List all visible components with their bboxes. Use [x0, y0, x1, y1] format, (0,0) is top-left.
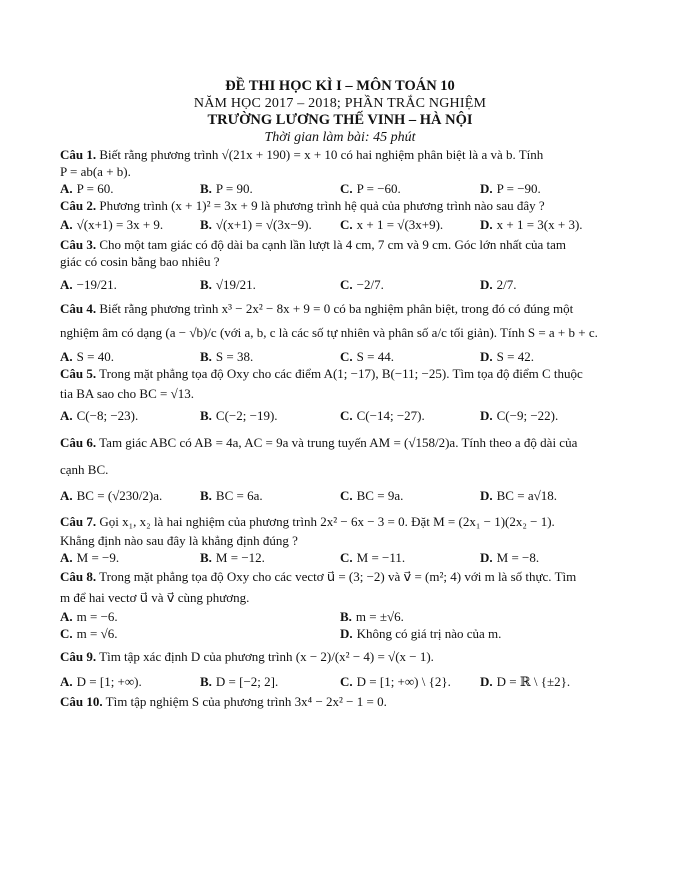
option[interactable]: D. BC = a√18. — [480, 488, 557, 503]
question-6: Câu 6. Tam giác ABC có AB = 4a, AC = 9a và trung tuyến AM = (√158/2)a. Tính theo a độ dài của — [60, 435, 578, 450]
option[interactable]: C. P = −60. — [340, 181, 401, 196]
question-3: Câu 3. Cho một tam giác có độ dài ba cạnh lần lượt là 4 cm, 7 cm và 9 cm. Góc lớn nhất của tam — [60, 237, 567, 252]
question-2: Câu 2. Phương trình (x + 1)² = 3x + 9 là phương trình hệ quả của phương trình nào sau đây ? — [60, 198, 545, 213]
exam-page: ĐỀ THI HỌC KÌ I – MÔN TOÁN 10 NĂM HỌC 2017 – 2018; PHẦN TRẮC NGHIỆM TRƯỜNG LƯƠNG THẾ VINH – HÀ NỘI Thời gian làm bài: 45 phút Câu 1. Biết rằng phương trình √(21x + 190) = x + 10 có hai nghiệm phân biệt là a và b. Tính P = ab(a + b). A. P = 60. B. P = 90. C. P = −60. D. P = −90. Câu 2. Phương trình (x + 1)² = 3x + 9 là phương trình hệ quả của phương trình nào sau đây ? A. √(x+1) = 3x + 9. B. √(x+1) = √(3x−9). C. x + 1 = √(3x+9). D. x + 1 = 3(x + 3). Câu 3. Cho một tam giác có độ dài ba cạnh lần lượt là 4 cm, 7 cm và 9 cm. Góc lớn nhất của tam giác có cosin bằng bao nhiêu ? A. −19/21. B. √19/21. C. −2/7. D. 2/7. Câu 4. Biết rằng phương trình x³ − 2x² − 8x + 9 = 0 có ba nghiệm phân biệt, trong đó có đúng một nghiệm âm có dạng (a − √b)/c (với a, b, c là các số tự nhiên và phân số a/c tối giản). Tính S = a + b + c. A. S = 40. B. S = 38. C. S = 44. D. S = 42. Câu 5. Trong mặt phẳng tọa độ Oxy cho các điểm A(1; −17), B(−11; −25). Tìm tọa độ điểm C thuộc tia BA sao cho BC = √13. A. C(−8; −23). B. C(−2; −19). C. C(−14; −27). D. C(−9; −22). Câu 6. Tam giác ABC có AB = 4a, AC = 9a và trung tuyến AM = (√158/2)a. Tính theo a độ dài của cạnh BC. A. BC = (√230/2)a. B. BC = 6a. C. BC = 9a. D. BC = a√18. Câu 7. Gọi x₁, x₂ là hai nghiệm của phương trình 2x² − 6x − 3 = 0. Đặt M = (2x₁ − 1)(2x₂ − 1). Khẳng định nào sau đây là khẳng định đúng ? A. M = −9. B. M = −12. C. M = −11. D. M = −8. Câu 8. Trong mặt phẳng tọa độ Oxy cho các vectơ u⃗ = (3; −2) và v⃗ = (m²; 4) với m là số thực. Tìm m để hai vectơ u⃗ và v⃗ cùng phương. A. m = −6. B. m = ±√6. C. m = √6. D. Không có giá trị nào của m. Câu 9. Tìm tập xác định D của phương trình (x − 2)/(x² − 4) = √(x − 1). A. D = [1; +∞). B. D = [−2; 2]. C. D = [1; +∞) \ {2}. D. D = ℝ \ {±2}. Câu 10. Tìm tập nghiệm S của phương trình 3x⁴ − 2x² − 1 = 0. — [60, 78, 620, 710]
option[interactable]: A. P = 60. — [60, 181, 114, 196]
options-1 — [60, 180, 620, 197]
option[interactable]: B. P = 90. — [200, 181, 253, 196]
option[interactable]: D. M = −8. — [480, 550, 540, 565]
option[interactable]: C. −2/7. — [340, 277, 384, 292]
option[interactable]: D. C(−9; −22). — [480, 408, 559, 423]
question-4: Câu 4. Biết rằng phương trình x³ − 2x² − 8x + 9 = 0 có ba nghiệm phân biệt, trong đó có đúng một — [60, 301, 574, 316]
option[interactable]: B. C(−2; −19). — [200, 408, 278, 423]
option[interactable]: A. √(x+1) = 3x + 9. — [60, 217, 164, 232]
option[interactable]: D. P = −90. — [480, 181, 541, 196]
option[interactable]: C. C(−14; −27). — [340, 408, 425, 423]
option[interactable]: B. √(x+1) = √(3x−9). — [200, 217, 312, 232]
option[interactable]: A. C(−8; −23). — [60, 408, 139, 423]
options-5 — [60, 405, 620, 427]
option[interactable]: C. S = 44. — [340, 349, 394, 364]
options-2 — [60, 214, 620, 236]
question-9: Câu 9. Tìm tập xác định D của phương trình (x − 2)/(x² − 4) = √(x − 1). — [60, 649, 434, 664]
option[interactable]: A. BC = (√230/2)a. — [60, 488, 163, 503]
option[interactable]: B. BC = 6a. — [200, 488, 263, 503]
option[interactable]: A. D = [1; +∞). — [60, 674, 142, 689]
option[interactable]: C. BC = 9a. — [340, 488, 404, 503]
option[interactable]: D. x + 1 = 3(x + 3). — [480, 217, 583, 232]
option[interactable]: C. D = [1; +∞) \ {2}. — [340, 674, 451, 689]
option[interactable]: B. M = −12. — [200, 550, 265, 565]
option[interactable]: A. −19/21. — [60, 277, 117, 292]
options-6 — [60, 481, 620, 511]
exam-year: NĂM HỌC 2017 – 2018; PHẦN TRẮC NGHIỆM — [193, 96, 487, 111]
option[interactable]: D. 2/7. — [480, 277, 517, 292]
option[interactable]: B. √19/21. — [200, 277, 256, 292]
question-10: Câu 10. Tìm tập nghiệm S của phương trình 3x⁴ − 2x² − 1 = 0. — [60, 694, 387, 709]
options-3 — [60, 270, 620, 300]
option[interactable]: B. m = ±√6. — [340, 609, 404, 624]
question-5: Câu 5. Trong mặt phẳng tọa độ Oxy cho các điểm A(1; −17), B(−11; −25). Tìm tọa độ điểm C thuộc — [60, 366, 583, 381]
question-8: Câu 8. Trong mặt phẳng tọa độ Oxy cho các vectơ u⃗ = (3; −2) và v⃗ = (m²; 4) với m là số thực. Tìm — [60, 569, 577, 584]
options-8b — [60, 625, 620, 642]
option[interactable]: C. x + 1 = √(3x+9). — [340, 217, 444, 232]
option[interactable]: D. Không có giá trị nào của m. — [340, 626, 502, 641]
option[interactable]: A. m = −6. — [60, 609, 118, 624]
option[interactable]: B. D = [−2; 2]. — [200, 674, 279, 689]
options-8a — [60, 608, 620, 625]
options-7 — [60, 549, 620, 566]
options-9 — [60, 671, 620, 693]
option[interactable]: A. M = −9. — [60, 550, 120, 565]
option[interactable]: B. S = 38. — [200, 349, 254, 364]
option[interactable]: A. S = 40. — [60, 349, 114, 364]
option[interactable]: D. D = ℝ \ {±2}. — [480, 674, 571, 689]
question-1: Câu 1. Biết rằng phương trình √(21x + 190) = x + 10 có hai nghiệm phân biệt là a và b. Tính — [60, 147, 544, 162]
exam-title: ĐỀ THI HỌC KÌ I – MÔN TOÁN 10 — [225, 78, 455, 94]
option[interactable]: C. M = −11. — [340, 550, 406, 565]
option[interactable]: D. S = 42. — [480, 349, 534, 364]
question-7: Câu 7. Gọi x₁, x₂ là hai nghiệm của phương trình 2x² − 6x − 3 = 0. Đặt M = (2x₁ − 1)(2x₂ − 1). — [60, 514, 555, 529]
options-4 — [60, 348, 620, 365]
time-limit: Thời gian làm bài: 45 phút — [264, 130, 416, 145]
option[interactable]: C. m = √6. — [60, 626, 118, 641]
school-name: TRƯỜNG LƯƠNG THẾ VINH – HÀ NỘI — [207, 112, 473, 128]
